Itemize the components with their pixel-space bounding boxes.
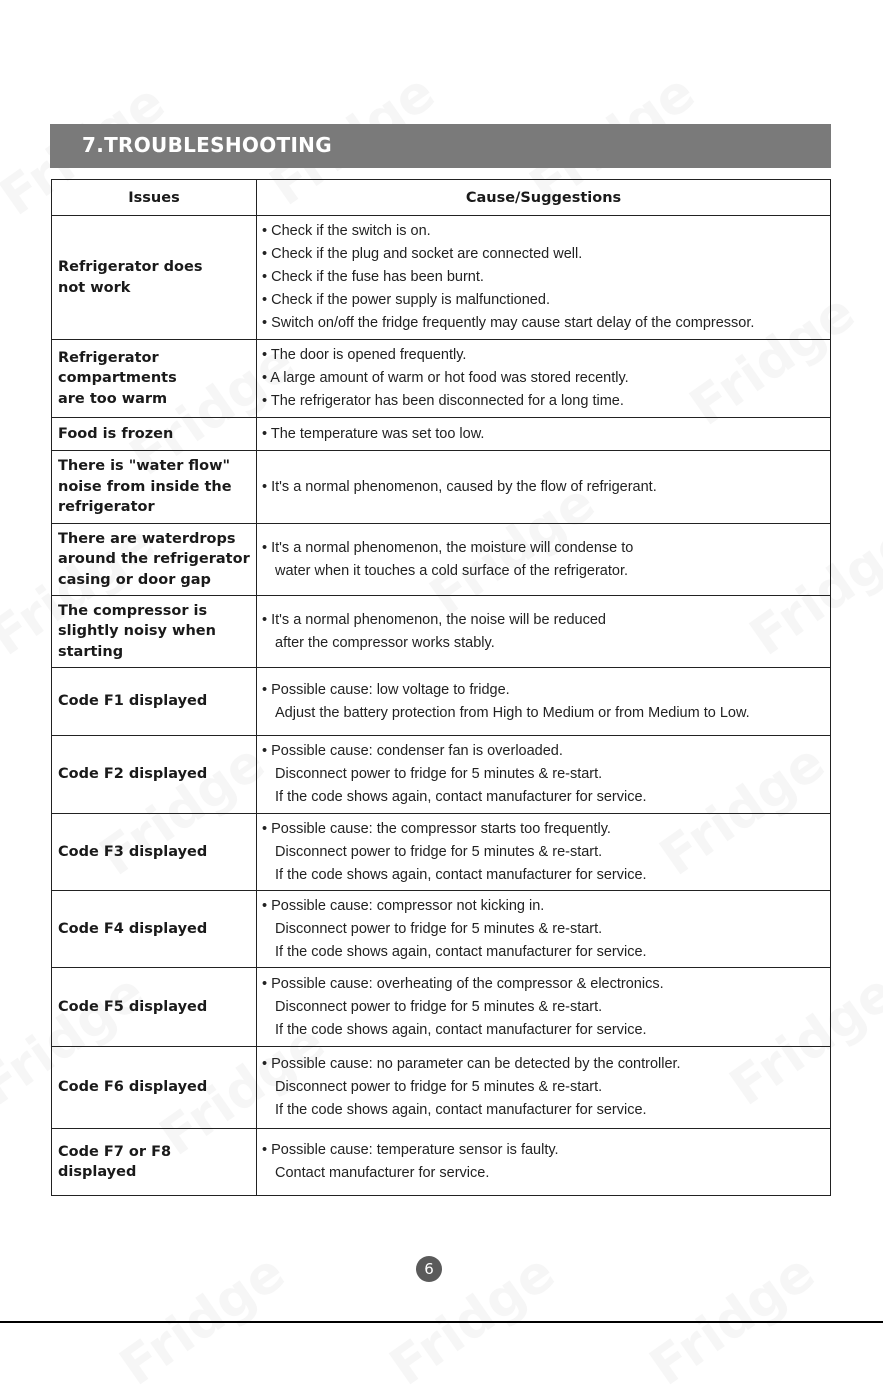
issue-line: compartments [58, 370, 177, 387]
cause-cell [257, 1047, 831, 1129]
table-row [52, 736, 831, 814]
cause-line: If the code shows again, contact manufacturer for service. [275, 866, 647, 883]
issue-line: around the refrigerator [58, 551, 250, 568]
cause-cell [257, 340, 831, 418]
cause-line: • Possible cause: condenser fan is overloaded. [262, 743, 563, 759]
issue-line: slightly noisy when [58, 623, 216, 640]
cause-cell [257, 216, 831, 340]
issue-cell [52, 968, 257, 1047]
watermark-text [380, 1242, 566, 1397]
column-header-cause: Cause/Suggestions [257, 180, 831, 216]
table-row [52, 340, 831, 418]
cause-line: Disconnect power to fridge for 5 minutes & re-start. [275, 920, 603, 937]
cause-cell [257, 668, 831, 736]
issue-line: Code F4 displayed [58, 920, 208, 937]
cause-line: If the code shows again, contact manufacturer for service. [275, 1102, 647, 1118]
issue-cell [52, 418, 257, 451]
table-header-row [52, 180, 831, 216]
cause-line: If the code shows again, contact manufacturer for service. [275, 943, 647, 960]
cause-line: • Possible cause: compressor not kicking in. [262, 897, 545, 914]
cause-line: water when it touches a cold surface of the refrigerator. [275, 562, 629, 579]
issue-line: not work [58, 279, 131, 296]
issue-cell [52, 216, 257, 340]
column-header-issues: Issues [52, 180, 257, 216]
cause-cell [257, 418, 831, 451]
section-header [50, 124, 831, 168]
issue-line: Refrigerator [58, 349, 159, 366]
cause-line: Adjust the battery protection from High to Medium or from Medium to Low. [275, 704, 750, 721]
section-title: 7.TROUBLESHOOTING [82, 133, 332, 157]
cause-line: If the code shows again, contact manufacturer for service. [275, 789, 647, 805]
issue-line: starting [58, 643, 124, 660]
issue-line: Code F7 or F8 displayed [58, 1143, 172, 1180]
cause-line: • Possible cause: temperature sensor is faulty. [262, 1142, 559, 1158]
cause-line: • The refrigerator has been disconnected for a long time. [262, 393, 624, 409]
cause-line: • It's a normal phenomenon, the moisture will condense to [262, 539, 634, 556]
cause-line: • It's a normal phenomenon, caused by the flow of refrigerant. [262, 478, 657, 495]
page-number: 6 [416, 1256, 442, 1282]
cause-line: • Check if the switch is on. [262, 223, 431, 239]
issue-line: refrigerator [58, 499, 155, 516]
cause-line: • Check if the fuse has been burnt. [262, 269, 484, 285]
cause-line: • Possible cause: no parameter can be detected by the controller. [262, 1056, 681, 1072]
footer-rule [0, 1321, 883, 1323]
issue-cell [52, 814, 257, 891]
issue-line: Refrigerator does [58, 259, 203, 275]
table-body [52, 216, 831, 1196]
issue-cell [52, 736, 257, 814]
cause-line: • It's a normal phenomenon, the noise will be reduced [262, 611, 606, 628]
cause-line: Disconnect power to fridge for 5 minutes & re-start. [275, 843, 603, 860]
issue-cell [52, 1047, 257, 1129]
cause-cell [257, 596, 831, 668]
table-row [52, 451, 831, 524]
issue-cell [52, 451, 257, 524]
cause-line: • A large amount of warm or hot food was stored recently. [262, 370, 629, 386]
cause-cell [257, 1129, 831, 1196]
watermark-text [640, 1242, 826, 1397]
cause-cell [257, 891, 831, 968]
cause-line: Disconnect power to fridge for 5 minutes & re-start. [275, 766, 603, 782]
table-row [52, 814, 831, 891]
cause-cell [257, 814, 831, 891]
table-row [52, 891, 831, 968]
table-row [52, 216, 831, 340]
issue-line: Code F1 displayed [58, 693, 208, 710]
issue-line: Code F5 displayed [58, 998, 208, 1015]
issue-line: are too warm [58, 390, 168, 407]
cause-line: • Possible cause: overheating of the compressor & electronics. [262, 975, 664, 992]
issue-line: There are waterdrops [58, 530, 236, 547]
issue-line: Code F6 displayed [58, 1079, 208, 1096]
cause-line: • Check if the plug and socket are connected well. [262, 246, 583, 262]
cause-line: • The door is opened frequently. [262, 347, 467, 363]
table-row [52, 968, 831, 1047]
cause-cell [257, 524, 831, 596]
cause-line: Disconnect power to fridge for 5 minutes & re-start. [275, 1079, 603, 1095]
watermark-text [110, 1242, 296, 1397]
table-row [52, 1047, 831, 1129]
cause-line: • The temperature was set too low. [262, 425, 485, 442]
cause-line: If the code shows again, contact manufacturer for service. [275, 1021, 647, 1038]
table-row [52, 596, 831, 668]
issue-cell [52, 668, 257, 736]
issue-cell [52, 891, 257, 968]
cause-line: • Check if the power supply is malfunctioned. [262, 292, 550, 308]
issue-cell [52, 524, 257, 596]
cause-line: • Possible cause: low voltage to fridge. [262, 681, 510, 698]
cause-cell [257, 968, 831, 1047]
table-row [52, 524, 831, 596]
issue-line: There is "water flow" [58, 458, 231, 475]
cause-line: Contact manufacturer for service. [275, 1165, 490, 1181]
issue-line: noise from inside the [58, 478, 232, 495]
cause-line: Disconnect power to fridge for 5 minutes & re-start. [275, 998, 603, 1015]
issue-cell [52, 596, 257, 668]
cause-line: • Possible cause: the compressor starts too frequently. [262, 820, 611, 837]
issue-line: The compressor is [58, 602, 208, 619]
issue-cell [52, 340, 257, 418]
issue-line: Food is frozen [58, 425, 174, 442]
issue-cell [52, 1129, 257, 1196]
cause-line: after the compressor works stably. [275, 634, 495, 651]
issue-line: Code F3 displayed [58, 843, 208, 860]
cause-line: • Switch on/off the fridge frequently may cause start delay of the compressor. [262, 315, 755, 331]
table-row [52, 418, 831, 451]
troubleshooting-table [51, 179, 831, 1196]
table-row [52, 668, 831, 736]
cause-cell [257, 736, 831, 814]
table-row [52, 1129, 831, 1196]
issue-line: Code F2 displayed [58, 766, 208, 783]
cause-cell [257, 451, 831, 524]
issue-line: casing or door gap [58, 571, 211, 588]
